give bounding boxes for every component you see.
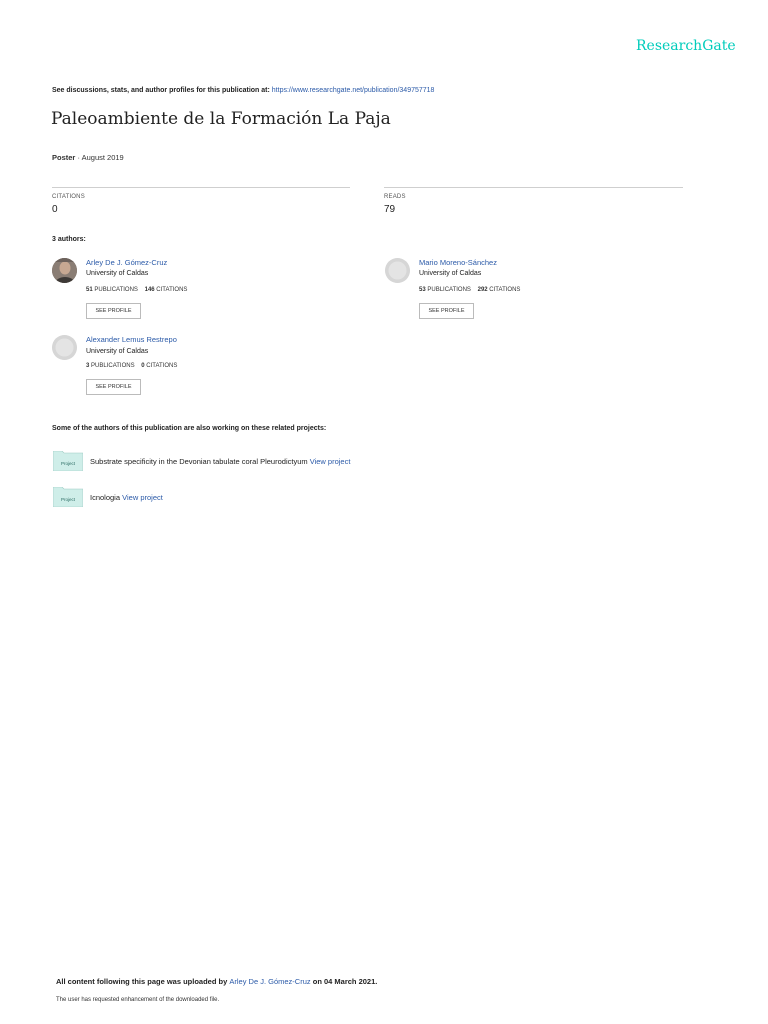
citations-value: 0 <box>52 204 58 215</box>
view-project-link[interactable]: View project <box>309 457 351 466</box>
upload-notice <box>56 977 377 986</box>
citations-label: CITATIONS <box>146 363 178 369</box>
publication-type-label: Poster <box>52 153 76 162</box>
project-icon-label: Project <box>60 497 76 502</box>
project-item <box>90 457 350 466</box>
uploader-link[interactable]: Arley De J. Gómez-Cruz <box>229 977 311 986</box>
authors-heading: 3 authors: <box>52 236 86 243</box>
author-avatar[interactable] <box>385 258 410 283</box>
project-item <box>90 493 163 502</box>
author-stats <box>86 363 177 369</box>
author-avatar[interactable] <box>52 258 77 283</box>
author-photo-icon <box>52 258 77 283</box>
discussion-notice-text: See discussions, stats, and author profiles for this publication at: <box>52 87 270 94</box>
related-projects-heading: Some of the authors of this publication are also working on these related projects: <box>52 425 327 432</box>
upload-notice-date: on 04 March 2021. <box>312 977 378 986</box>
see-profile-button[interactable]: SEE PROFILE <box>86 303 141 319</box>
publications-label: PUBLICATIONS <box>427 287 471 293</box>
project-icon <box>53 487 83 507</box>
see-profile-button[interactable]: SEE PROFILE <box>419 303 474 319</box>
publication-url-link[interactable]: https://www.researchgate.net/publication/349757718 <box>271 87 435 94</box>
citations-count: 146 <box>144 287 155 293</box>
see-profile-button[interactable]: SEE PROFILE <box>86 379 141 395</box>
reads-value: 79 <box>384 204 396 215</box>
publications-label: PUBLICATIONS <box>91 363 135 369</box>
publication-title: Paleoambiente de la Formación La Paja <box>51 109 391 129</box>
author-stats <box>419 287 520 293</box>
author-name-link[interactable]: Mario Moreno-Sánchez <box>419 258 497 267</box>
publications-count: 3 <box>86 363 90 369</box>
view-project-link[interactable]: View project <box>122 493 163 502</box>
citations-count: 0 <box>141 363 145 369</box>
researchgate-logo[interactable]: ResearchGate <box>636 38 736 54</box>
citations-count: 292 <box>477 287 488 293</box>
user-silhouette-icon <box>52 335 77 360</box>
author-affiliation: University of Caldas <box>86 270 149 277</box>
project-icon <box>53 451 83 471</box>
reads-divider <box>384 187 683 188</box>
citations-label: CITATIONS <box>156 287 188 293</box>
publications-label: PUBLICATIONS <box>94 287 138 293</box>
author-affiliation: University of Caldas <box>86 348 149 355</box>
author-name-link[interactable]: Alexander Lemus Restrepo <box>86 335 177 344</box>
publication-date: · August 2019 <box>77 153 124 162</box>
author-avatar[interactable] <box>52 335 77 360</box>
author-stats <box>86 287 187 293</box>
author-name-link[interactable]: Arley De J. Gómez-Cruz <box>86 258 168 267</box>
citations-label: CITATIONS <box>489 287 521 293</box>
author-affiliation: University of Caldas <box>419 270 482 277</box>
discussion-notice <box>52 87 434 94</box>
publication-type <box>52 153 124 162</box>
citations-divider <box>52 187 350 188</box>
reads-label: READS <box>384 194 406 200</box>
project-name: Substrate specificity in the Devonian tabulate coral Pleurodictyum <box>90 457 308 466</box>
upload-notice-prefix: All content following this page was uploaded by <box>56 977 228 986</box>
publications-count: 51 <box>86 287 93 293</box>
citations-label: CITATIONS <box>52 194 85 200</box>
enhancement-note: The user has requested enhancement of the downloaded file. <box>56 997 220 1003</box>
project-icon-label: Project <box>60 461 76 466</box>
user-silhouette-icon <box>385 258 410 283</box>
publications-count: 53 <box>419 287 426 293</box>
project-name: Icnologia <box>90 493 121 502</box>
